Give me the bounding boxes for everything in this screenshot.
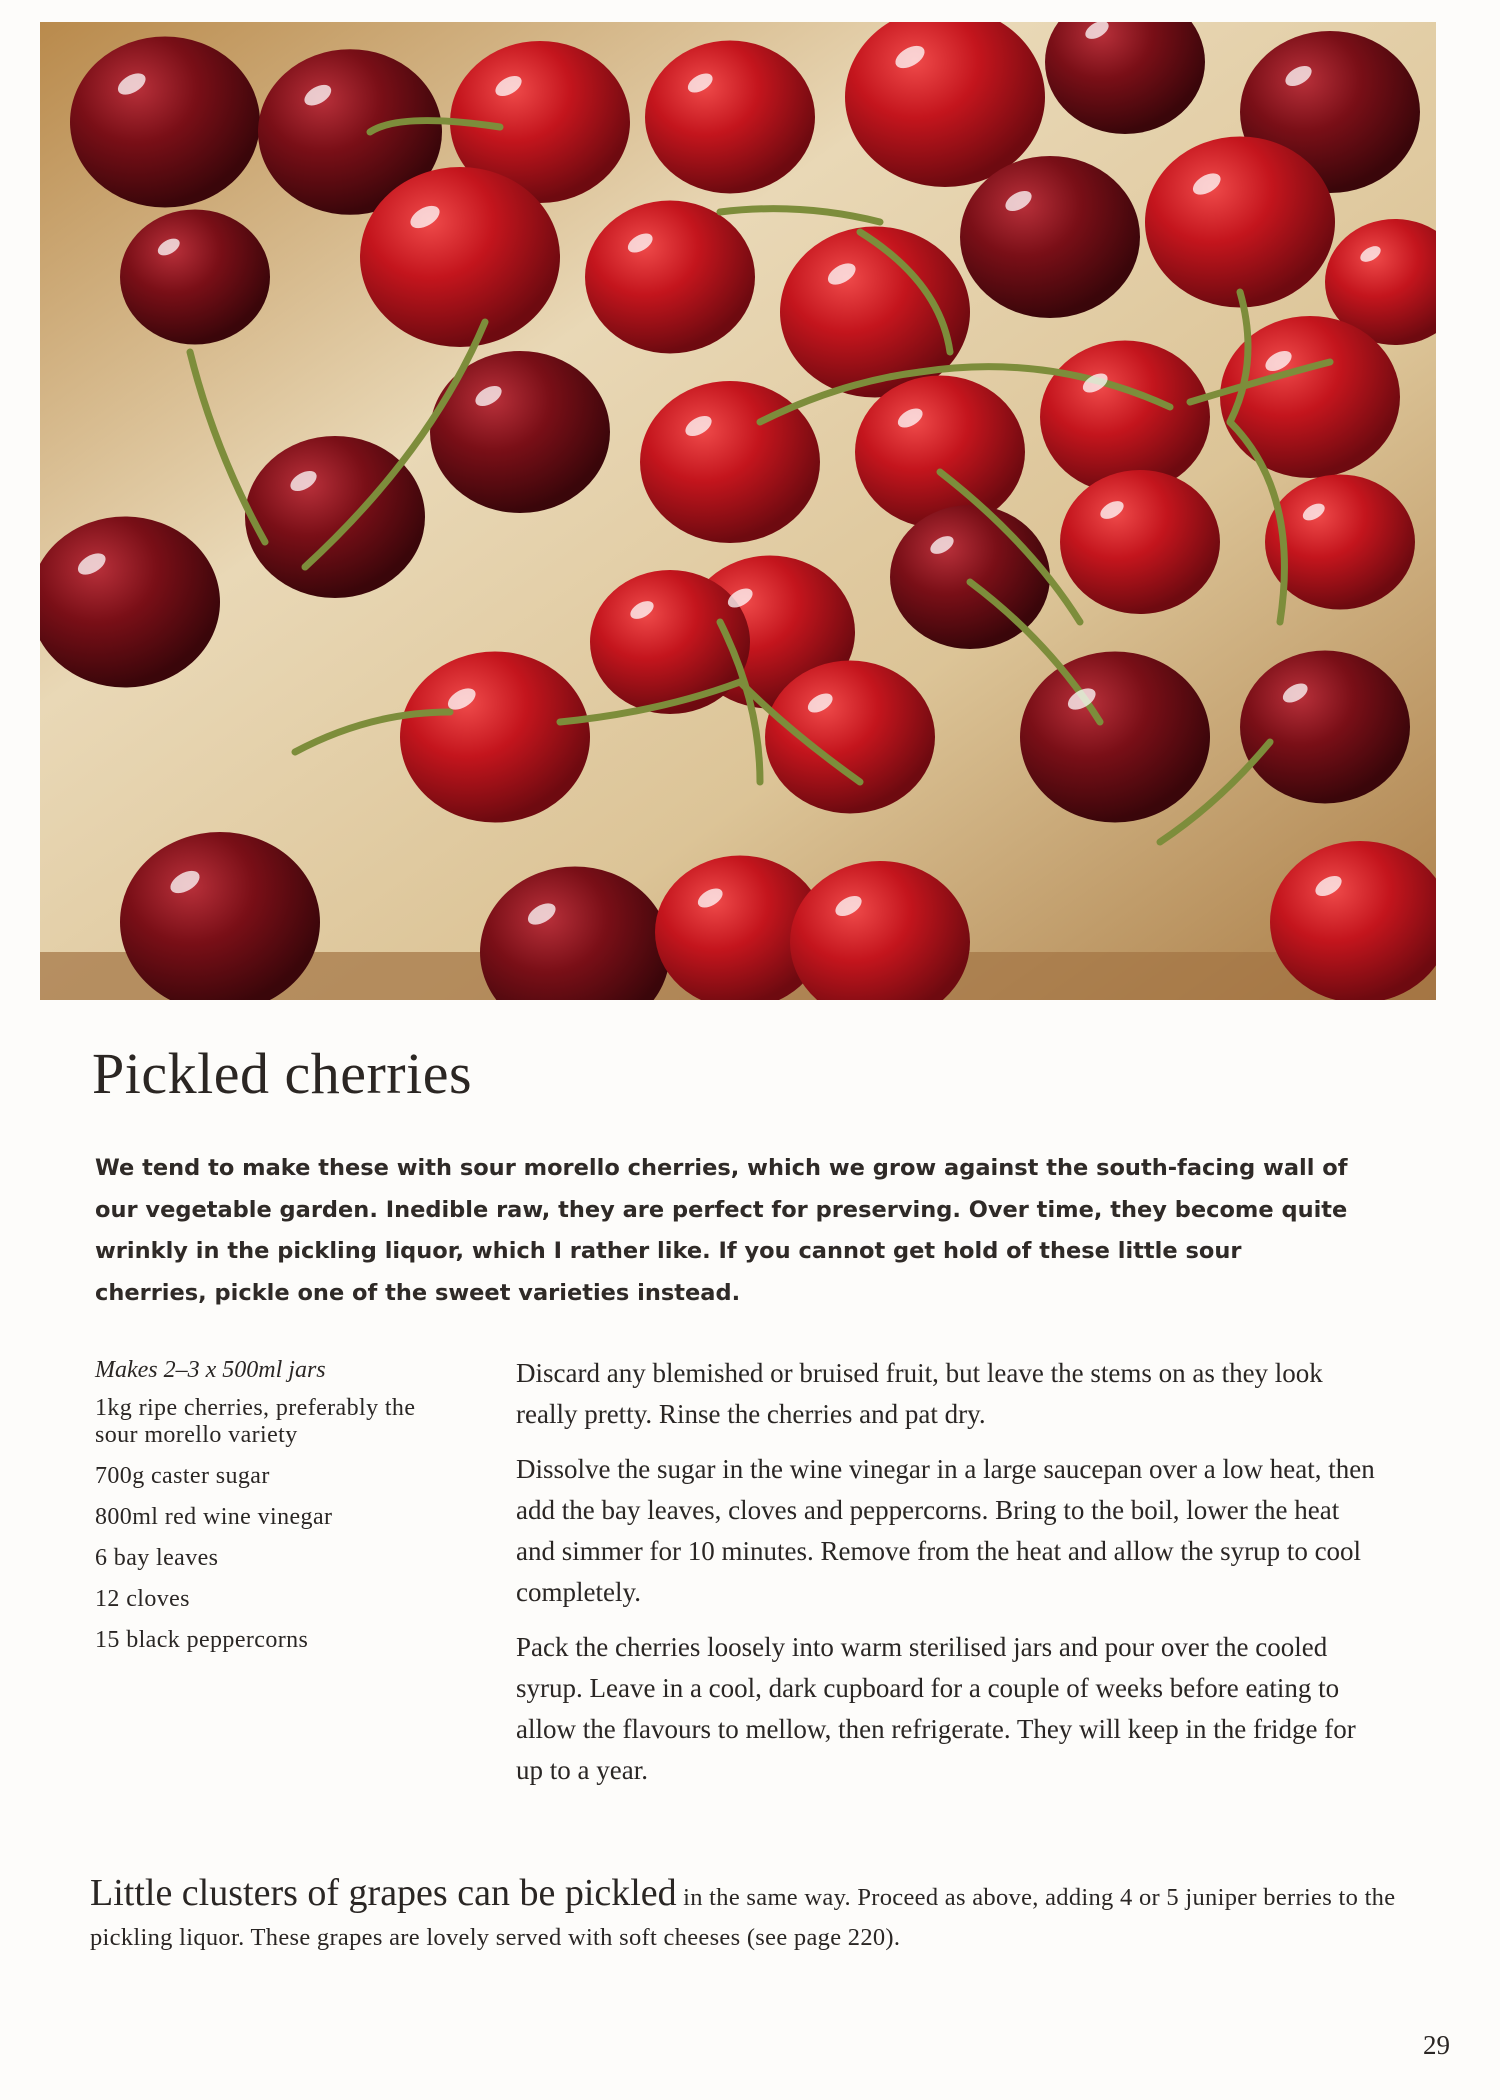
recipe-yield: Makes 2–3 x 500ml jars [95, 1357, 326, 1383]
recipe-title: Pickled cherries [92, 1041, 473, 1106]
variation-text: in the same way. Proceed as above, adding 4 or 5 juniper berries to the pickling liquor. These grapes are lovely served with soft cheeses (see page 220). [90, 1884, 1396, 1951]
page-number: 29 [1423, 2030, 1450, 2060]
variation-lead: Little clusters of grapes can be pickled [90, 1872, 677, 1914]
variation-note [90, 1873, 1410, 1958]
method-column [516, 1353, 1376, 1805]
ingredient-item: 6 bay leaves [95, 1545, 219, 1571]
method-step: Dissolve the sugar in the wine vinegar in a large saucepan over a low heat, then add the bay leaves, cloves and peppercorns. Bring to the boil, lower the heat and simmer for 10 minutes. Remove from the heat and allow the syrup to cool completely. [516, 1454, 1375, 1607]
ingredient-item: 15 black peppercorns [95, 1627, 309, 1653]
ingredient-list [95, 1395, 455, 1654]
ingredient-item: 1kg ripe cherries, preferably the sour morello variety [95, 1395, 416, 1448]
cherries-photo [40, 22, 1436, 1000]
ingredients-column [95, 1355, 455, 1668]
recipe-intro: We tend to make these with sour morello cherries, which we grow against the south-facing wall of our vegetable garden. Inedible raw, they are perfect for preserving. Over time, they become quite wrinkly in the pickling liquor, which I rather like. If you cannot get hold of these little sour cherries, pickle one of the sweet varieties instead. [95, 1155, 1348, 1306]
method-step: Pack the cherries loosely into warm sterilised jars and pour over the cooled syrup. Leave in a cool, dark cupboard for a couple of weeks before eating to allow the flavours to mellow, then refrigerate. They will keep in the fridge for up to a year. [516, 1632, 1356, 1785]
ingredient-item: 800ml red wine vinegar [95, 1504, 333, 1530]
ingredient-item: 12 cloves [95, 1586, 190, 1612]
ingredient-item: 700g caster sugar [95, 1463, 270, 1489]
method-step: Discard any blemished or bruised fruit, but leave the stems on as they look really pretty. Rinse the cherries and pat dry. [516, 1358, 1323, 1429]
cherries-illustration [40, 22, 1436, 1000]
